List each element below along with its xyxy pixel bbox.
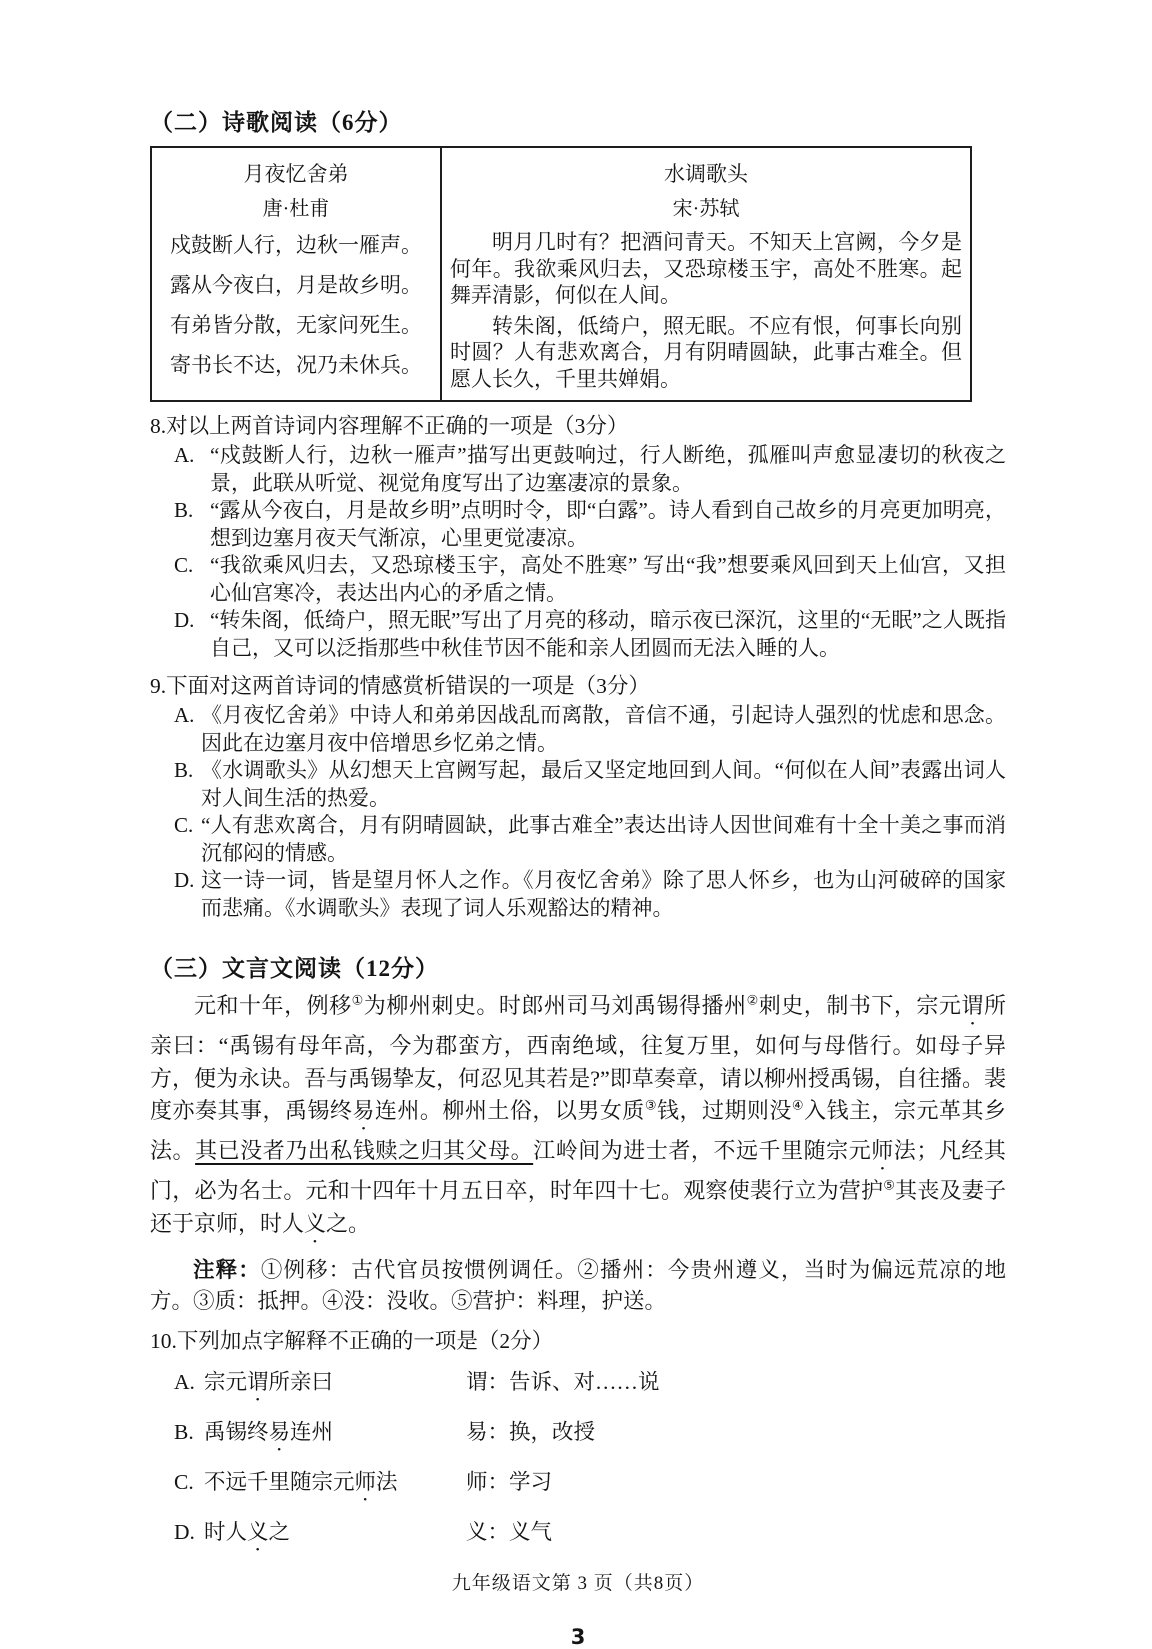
option-label: A. (174, 443, 195, 467)
question-9-options (150, 702, 1006, 922)
option-label: D. (174, 1519, 195, 1544)
option-row (150, 1418, 1006, 1456)
option-label: C. (174, 1469, 194, 1494)
option-text: 《水调歌头》从幻想天上宫阙写起，最后又坚定地回到人间。“何似在人间”表露出词人对人间生活的热爱。 (201, 758, 1006, 810)
poem-right-author: 宋·苏轼 (672, 198, 740, 220)
poem-line: 戍鼓断人行，边秋一雁声。 (170, 233, 422, 257)
option-explanation: 谓：告诉、对……说 (466, 1369, 660, 1394)
passage-notes (150, 1255, 1006, 1317)
notes-text: ①例移：古代官员按惯例调任。②播州：今贵州遵义，当时为偏远荒凉的地方。③质：抵押。④没：没收。⑤营护：料理，护送。 (150, 1257, 1006, 1313)
option-text: 这一诗一词，皆是望月怀人之作。《月夜忆舍弟》除了思人怀乡，也为山河破碎的国家而悲痛。《水调歌头》表现了词人乐观豁达的精神。 (201, 868, 1006, 920)
option-label: A. (174, 703, 195, 727)
option-label: B. (174, 1419, 194, 1444)
poem-left-title: 月夜忆舍弟 (243, 162, 349, 186)
classical-passage: 元和十年，例移①为柳州刺史。时郎州司马刘禹锡得播州②刺史，制书下，宗元谓所亲曰：“禹锡有母年高，今为郡蛮方，西南绝域，往复万里，如何与母偕行。如母子异方，便为永诀。吾与禹锡挚友，何忍见其若是?”即草奏章，请以柳州授禹锡，自往播。裴度亦奏其事，禹锡终易连州。柳州土俗，以男女质③钱，过期则没④入钱主，宗元革其乡法。其已没者乃出私钱赎之归其父母。江岭间为进士者，不远千里随宗元师法；凡经其门，必为名士。元和十四年十月五日卒，时年四十七。观察使裴行立为营护⑤其丧及妻子还于京师，时人义之。 (150, 992, 1006, 1236)
ci-paragraph: 明月几时有？把酒问青天。不知天上宫阙，今夕是何年。我欲乘风归去，又恐琼楼玉宇，高处不胜寒。起舞弄清影，何似在人间。 (450, 230, 962, 307)
option-phrase-group (174, 1518, 466, 1556)
question-8-stem: 8.对以上两首诗词内容理解不正确的一项是（3分） (150, 414, 629, 438)
section-classical-heading: （三）文言文阅读（12分） (150, 956, 439, 981)
option-label: A. (174, 1369, 195, 1394)
poem-line: 露从今夜白，月是故乡明。 (170, 273, 422, 297)
option-phrase: 宗元谓所亲曰 (204, 1369, 334, 1394)
option-phrase: 不远千里随宗元师法 (204, 1469, 398, 1494)
option-phrase-group (174, 1468, 466, 1506)
option-label: B. (174, 498, 194, 522)
option-text: “转朱阁，低绮户，照无眠”写出了月亮的移动，暗示夜已深沉，这里的“无眠”之人既指自己，又可以泛指那些中秋佳节因不能和亲人团圆而无法入睡的人。 (210, 608, 1006, 660)
notes-label: 注释： (193, 1257, 261, 1282)
option-phrase: 时人义之 (204, 1519, 291, 1544)
option-text: “人有悲欢离合，月有阴晴圆缺，此事古难全”表达出诗人因世间难有十全十美之事而消沉郁闷的情感。 (201, 813, 1006, 865)
option-text: 《月夜忆舍弟》中诗人和弟弟因战乱而离散，音信不通，引起诗人强烈的忧虑和思念。因此在边塞月夜中倍增思乡忆弟之情。 (201, 703, 1006, 755)
option-explanation: 师：学习 (466, 1469, 553, 1494)
poem-left-cell (151, 147, 441, 401)
poem-comparison-table (150, 146, 972, 402)
option-explanation: 易：换，改授 (466, 1419, 596, 1444)
option-row (150, 442, 1006, 497)
question-9-stem: 9.下面对这两首诗词的情感赏析错误的一项是（3分） (150, 674, 650, 698)
option-label: B. (174, 758, 194, 782)
option-label: C. (174, 813, 194, 837)
question-8-options (150, 442, 1006, 662)
question-10-stem: 10.下列加点字解释不正确的一项是（2分） (150, 1328, 554, 1353)
option-row (150, 1368, 1006, 1406)
option-row (150, 497, 1006, 552)
option-phrase-group (174, 1368, 466, 1406)
option-label: D. (174, 868, 195, 892)
section-classical (150, 950, 1006, 1317)
option-row (150, 812, 1006, 867)
option-text: “我欲乘风归去，又恐琼楼玉宇，高处不胜寒” 写出“我”想要乘风回到天上仙宫，又担心仙宫寒冷，表达出内心的矛盾之情。 (210, 553, 1006, 605)
option-phrase-group (174, 1418, 466, 1456)
poem-right-cell (441, 147, 971, 401)
option-explanation: 义：义气 (466, 1519, 553, 1544)
question-8 (150, 412, 1006, 662)
page-number: 3 (570, 1624, 586, 1649)
poem-left-author: 唐·杜甫 (262, 198, 330, 220)
option-row (150, 702, 1006, 757)
option-row (150, 1468, 1006, 1506)
question-10-options (150, 1368, 1006, 1556)
question-9 (150, 672, 1006, 922)
option-label: C. (174, 553, 194, 577)
option-text: “戍鼓断人行，边秋一雁声”描写出更鼓响过，行人断绝，孤雁叫声愈显凄切的秋夜之景，此联从听觉、视觉角度写出了边塞凄凉的景象。 (210, 443, 1006, 495)
poem-right-title: 水调歌头 (664, 162, 748, 186)
poem-line: 有弟皆分散，无家问死生。 (170, 313, 422, 337)
option-phrase: 禹锡终易连州 (204, 1419, 334, 1444)
option-row (150, 552, 1006, 607)
option-text: “露从今夜白，月是故乡明”点明时令，即“白露”。诗人看到自己故乡的月亮更加明亮，想到边塞月夜天气渐凉，心里更觉凄凉。 (210, 498, 1006, 550)
option-row (150, 757, 1006, 812)
page-footer: 九年级语文第 3 页（共8页） (451, 1572, 705, 1594)
ci-paragraph: 转朱阁，低绮户，照无眠。不应有恨，何事长向别时圆？人有悲欢离合，月有阴晴圆缺，此事古难全。但愿人长久，千里共婵娟。 (450, 313, 962, 391)
option-row (150, 867, 1006, 922)
question-10 (150, 1327, 1006, 1556)
option-row (150, 607, 1006, 662)
section-poetry-heading: （二）诗歌阅读（6分） (150, 110, 403, 135)
option-label: D. (174, 608, 195, 632)
poem-line: 寄书长不达，况乃未休兵。 (170, 353, 422, 377)
option-row (150, 1518, 1006, 1556)
